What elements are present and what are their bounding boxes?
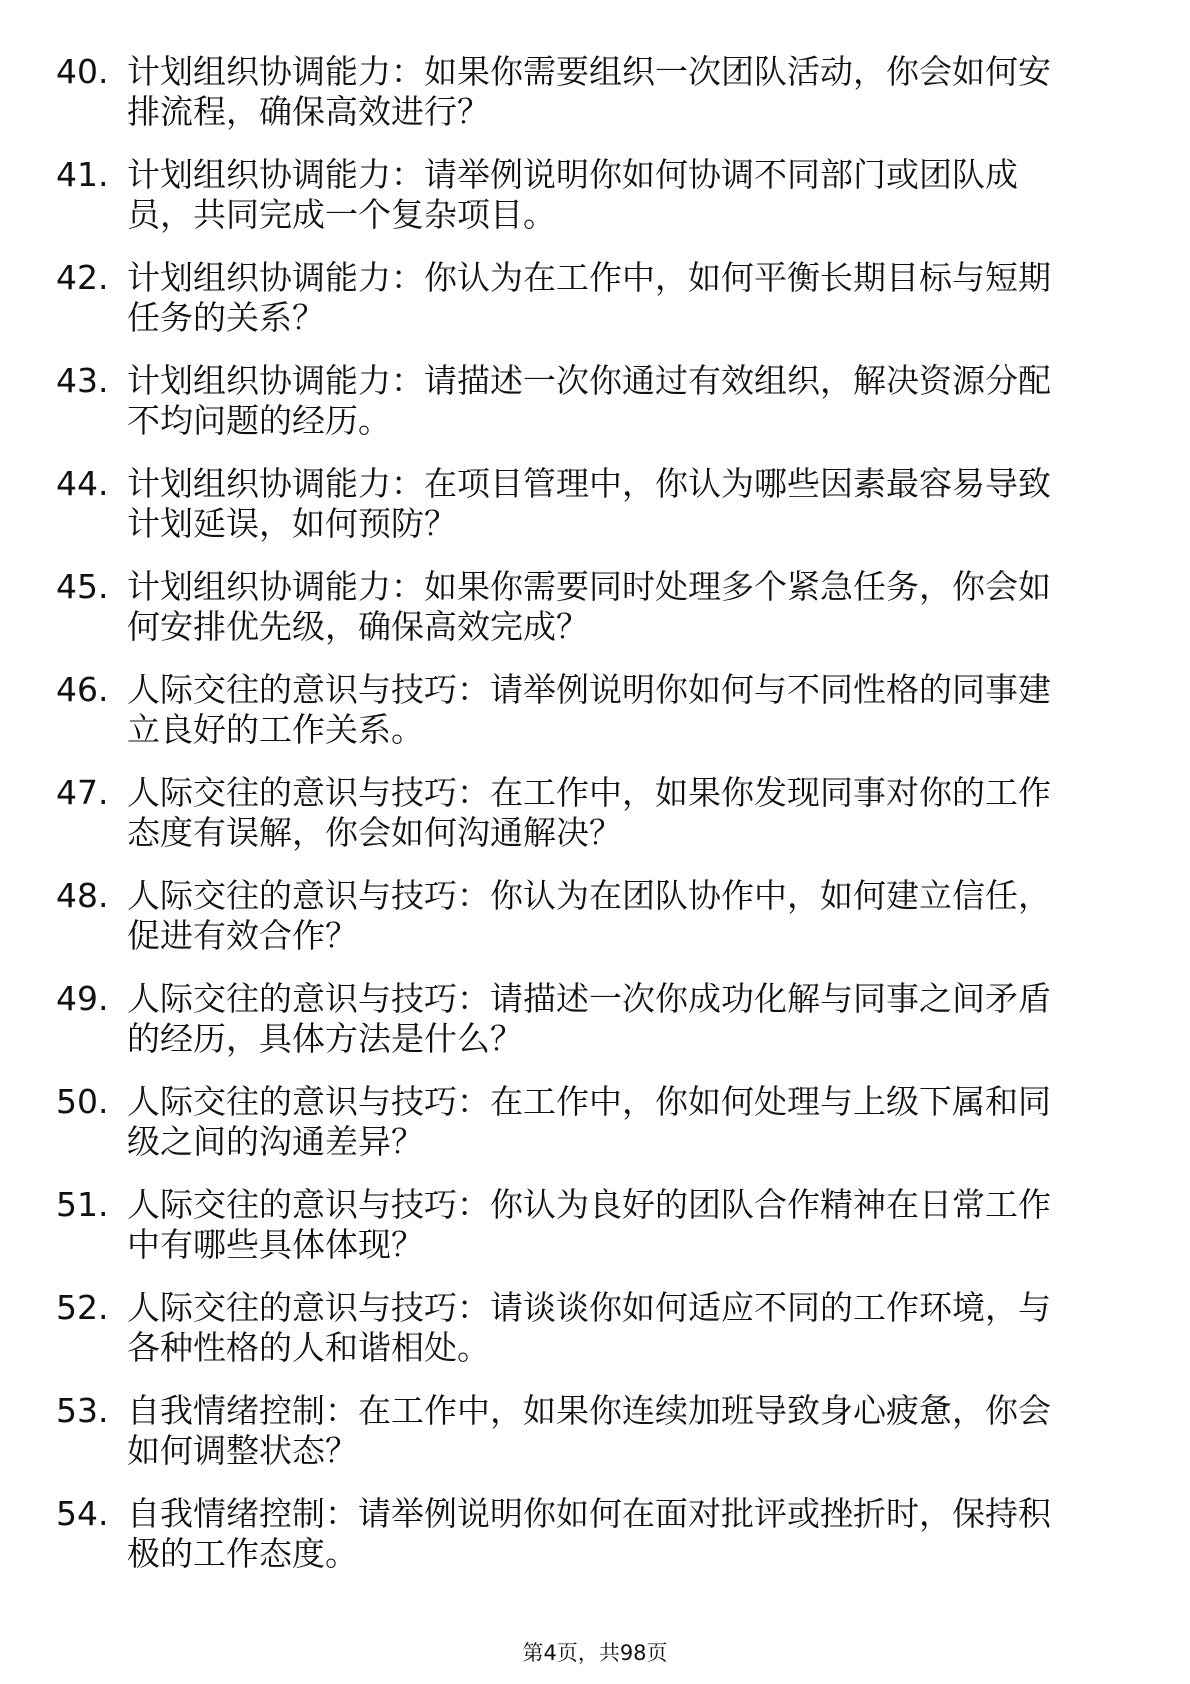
- question-text: 计划组织协调能力：如果你需要同时处理多个紧急任务，你会如: [127, 567, 1051, 606]
- question-number: 44.: [56, 464, 109, 503]
- question-list: [0, 52, 1190, 1597]
- question-text: 人际交往的意识与技巧：你认为在团队协作中，如何建立信任，: [127, 876, 1051, 915]
- question-text: 不均问题的经历。: [127, 401, 391, 440]
- list-item: [0, 1494, 1190, 1597]
- list-item: [0, 155, 1190, 258]
- question-text: 计划组织协调能力：你认为在工作中，如何平衡长期目标与短期: [127, 258, 1051, 297]
- question-text: 何安排优先级，确保高效完成？: [127, 607, 589, 646]
- list-item: [0, 773, 1190, 876]
- list-item: [0, 1391, 1190, 1494]
- question-text: 计划组织协调能力：在项目管理中，你认为哪些因素最容易导致: [127, 464, 1051, 503]
- question-text: 立良好的工作关系。: [127, 710, 424, 749]
- question-text: 如何调整状态？: [127, 1431, 358, 1470]
- question-number: 50.: [56, 1082, 109, 1121]
- question-text: 各种性格的人和谐相处。: [127, 1328, 490, 1367]
- list-item: [0, 1082, 1190, 1185]
- question-text: 任务的关系？: [127, 298, 325, 337]
- question-number: 51.: [56, 1185, 109, 1224]
- list-item: [0, 1185, 1190, 1288]
- question-number: 43.: [56, 361, 109, 400]
- question-text: 员，共同完成一个复杂项目。: [127, 195, 556, 234]
- question-text: 中有哪些具体体现？: [127, 1225, 424, 1264]
- question-number: 49.: [56, 979, 109, 1018]
- list-item: [0, 1288, 1190, 1391]
- question-text: 计划组织协调能力：如果你需要组织一次团队活动，你会如何安: [127, 52, 1051, 91]
- question-text: 极的工作态度。: [127, 1534, 358, 1573]
- question-text: 促进有效合作？: [127, 916, 358, 955]
- question-text: 计划组织协调能力：请描述一次你通过有效组织，解决资源分配: [127, 361, 1051, 400]
- list-item: [0, 52, 1190, 155]
- question-text: 人际交往的意识与技巧：请举例说明你如何与不同性格的同事建: [127, 670, 1051, 709]
- question-number: 42.: [56, 258, 109, 297]
- question-text: 级之间的沟通差异？: [127, 1122, 424, 1161]
- question-number: 54.: [56, 1494, 109, 1533]
- question-text: 排流程，确保高效进行？: [127, 92, 490, 131]
- question-number: 53.: [56, 1391, 109, 1430]
- question-number: 40.: [56, 52, 109, 91]
- question-text: 态度有误解，你会如何沟通解决？: [127, 813, 622, 852]
- question-text: 人际交往的意识与技巧：在工作中，如果你发现同事对你的工作: [127, 773, 1051, 812]
- list-item: [0, 876, 1190, 979]
- question-number: 47.: [56, 773, 109, 812]
- question-text: 人际交往的意识与技巧：你认为良好的团队合作精神在日常工作: [127, 1185, 1051, 1224]
- list-item: [0, 258, 1190, 361]
- list-item: [0, 361, 1190, 464]
- list-item: [0, 979, 1190, 1082]
- page-number: 第4页，共98页: [522, 1641, 668, 1665]
- list-item: [0, 670, 1190, 773]
- question-number: 41.: [56, 155, 109, 194]
- question-text: 的经历，具体方法是什么？: [127, 1019, 523, 1058]
- question-text: 计划延误，如何预防？: [127, 504, 457, 543]
- question-text: 自我情绪控制：在工作中，如果你连续加班导致身心疲惫，你会: [127, 1391, 1051, 1430]
- question-number: 48.: [56, 876, 109, 915]
- list-item: [0, 464, 1190, 567]
- question-number: 45.: [56, 567, 109, 606]
- question-number: 52.: [56, 1288, 109, 1327]
- question-text: 计划组织协调能力：请举例说明你如何协调不同部门或团队成: [127, 155, 1018, 194]
- list-item: [0, 567, 1190, 670]
- question-text: 人际交往的意识与技巧：请描述一次你成功化解与同事之间矛盾: [127, 979, 1051, 1018]
- question-number: 46.: [56, 670, 109, 709]
- question-text: 自我情绪控制：请举例说明你如何在面对批评或挫折时，保持积: [127, 1494, 1051, 1533]
- question-text: 人际交往的意识与技巧：请谈谈你如何适应不同的工作环境，与: [127, 1288, 1051, 1327]
- question-text: 人际交往的意识与技巧：在工作中，你如何处理与上级下属和同: [127, 1082, 1051, 1121]
